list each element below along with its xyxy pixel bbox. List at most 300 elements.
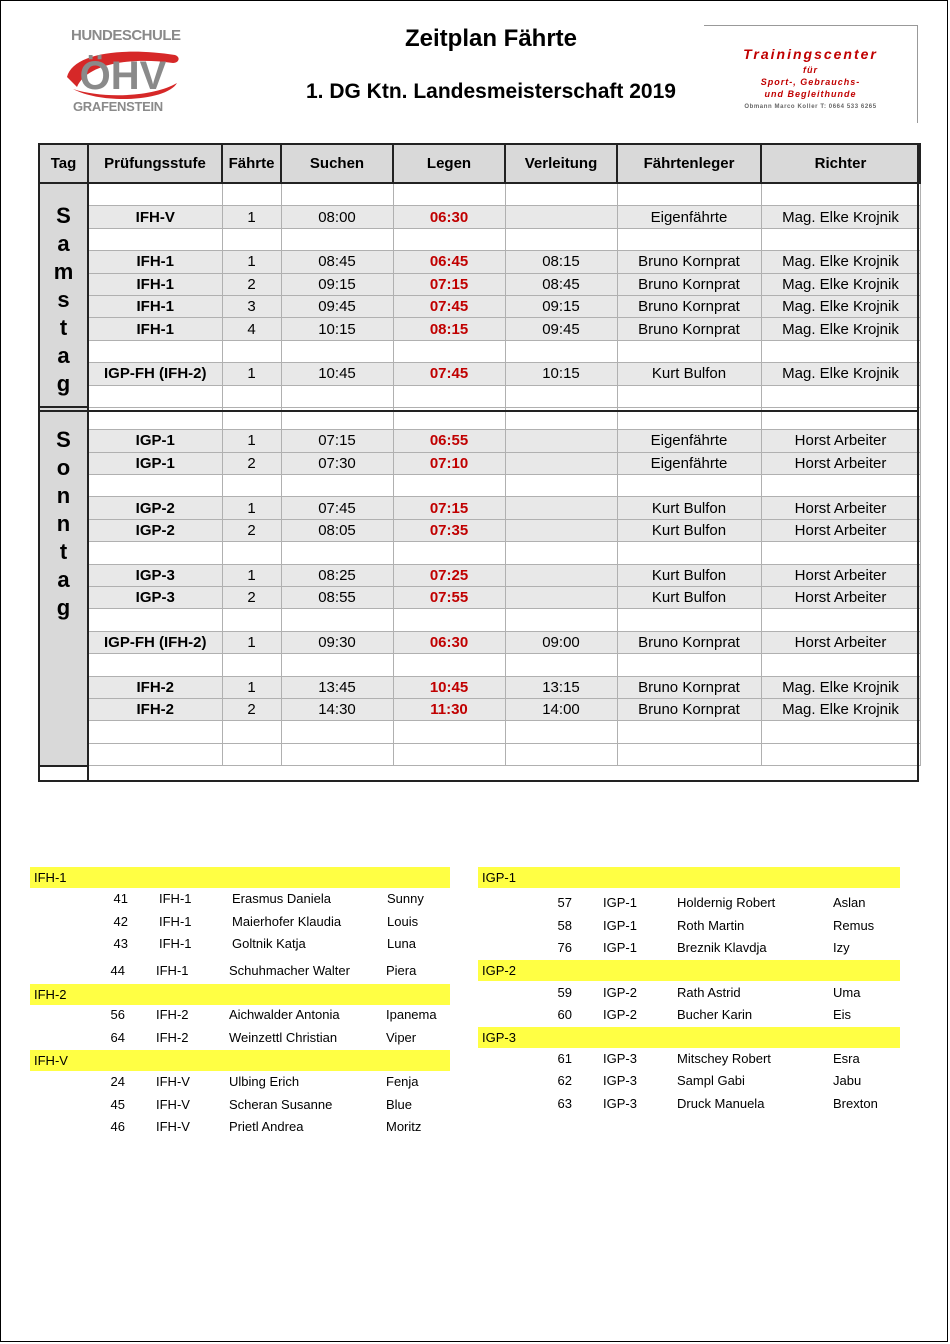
schedule-body — [39, 183, 920, 766]
participant-name: Ulbing Erich — [229, 1074, 300, 1089]
participant-dog: Louis — [387, 914, 419, 929]
participant-level: IGP-2 — [603, 985, 637, 1000]
day-letter: o — [56, 455, 71, 481]
day-letter: a — [57, 231, 70, 256]
cell-judge: Mag. Elke Krojnik — [761, 698, 920, 720]
day-letter: S — [56, 427, 71, 453]
day-column-border — [87, 181, 89, 782]
cell-track: 1 — [222, 251, 281, 273]
cell-level: IGP-2 — [88, 519, 222, 541]
cell-judge: Mag. Elke Krojnik — [761, 295, 920, 317]
day-label-sonntag — [39, 407, 88, 765]
schedule-row — [39, 564, 920, 586]
cell-search: 08:45 — [281, 251, 393, 273]
cell-track: 2 — [222, 452, 281, 474]
day-letter: g — [56, 371, 71, 396]
cell-layer: Kurt Bulfon — [617, 587, 761, 609]
participant-dog: Esra — [833, 1051, 860, 1066]
cell-diversion — [505, 385, 617, 407]
cell-track: 4 — [222, 318, 281, 340]
participant-dog: Sunny — [387, 891, 424, 906]
col-header-legen: Legen — [393, 144, 505, 183]
cell-search: 09:45 — [281, 295, 393, 317]
cell-layer — [617, 721, 761, 743]
day-letter: m — [53, 259, 74, 284]
cell-level — [88, 721, 222, 743]
schedule-row — [39, 273, 920, 295]
cell-search: 07:45 — [281, 497, 393, 519]
logo-sport: Sport-, Gebrauchs- — [760, 77, 861, 87]
cell-track — [222, 385, 281, 407]
participant-no: 45 — [110, 1097, 125, 1112]
cell-level: IGP-2 — [88, 497, 222, 519]
cell-track: 2 — [222, 587, 281, 609]
cell-diversion: 09:00 — [505, 631, 617, 653]
schedule-row — [39, 676, 920, 698]
cell-level: IFH-1 — [88, 251, 222, 273]
col-header-pruefungsstufe: Prüfungsstufe — [88, 144, 222, 183]
cell-layer: Eigenfährte — [617, 206, 761, 228]
cell-lay — [393, 183, 505, 206]
cell-layer: Kurt Bulfon — [617, 497, 761, 519]
participant-level: IFH-V — [156, 1119, 190, 1134]
cell-diversion: 14:00 — [505, 698, 617, 720]
cell-track: 1 — [222, 363, 281, 385]
page-title: Zeitplan Fährte — [404, 25, 578, 52]
cell-diversion: 08:45 — [505, 273, 617, 295]
cell-search — [281, 228, 393, 250]
cell-search: 09:30 — [281, 631, 393, 653]
schedule-empty-row — [39, 743, 920, 765]
participant-dog: Jabu — [833, 1073, 862, 1088]
schedule-row — [39, 698, 920, 720]
participant-no: 43 — [113, 936, 128, 951]
cell-level: IGP-FH (IFH-2) — [88, 363, 222, 385]
schedule-row — [39, 587, 920, 609]
day-letter: n — [56, 483, 71, 509]
participant-name: Rath Astrid — [677, 985, 741, 1000]
cell-level — [88, 228, 222, 250]
day-separator — [38, 410, 919, 412]
day-letter: g — [56, 595, 71, 621]
page-subtitle: 1. DG Ktn. Landesmeisterschaft 2019 — [306, 80, 676, 103]
cell-lay — [393, 340, 505, 362]
cell-layer — [617, 475, 761, 497]
cell-track — [222, 654, 281, 676]
participant-name: Weinzettl Christian — [229, 1030, 338, 1045]
participant-dog: Fenja — [386, 1074, 419, 1089]
cell-judge — [761, 654, 920, 676]
schedule-row — [39, 206, 920, 228]
cell-judge — [761, 542, 920, 564]
cell-level: IFH-2 — [88, 676, 222, 698]
schedule-row — [39, 318, 920, 340]
cell-layer: Eigenfährte — [617, 430, 761, 452]
group-heading: IGP-3 — [478, 1027, 900, 1048]
schedule-empty-row — [39, 542, 920, 564]
trainingscenter-logo — [704, 25, 918, 123]
cell-track — [222, 542, 281, 564]
cell-layer: Kurt Bulfon — [617, 363, 761, 385]
participant-dog: Aslan — [833, 895, 866, 910]
participant-dog: Ipanema — [386, 1007, 437, 1022]
cell-search — [281, 385, 393, 407]
participant-level: IFH-1 — [156, 963, 189, 978]
cell-diversion — [505, 183, 617, 206]
participant-level: IGP-3 — [603, 1073, 637, 1088]
participant-no: 60 — [557, 1007, 572, 1022]
cell-level: IFH-2 — [88, 698, 222, 720]
cell-diversion — [505, 497, 617, 519]
cell-lay: 11:30 — [393, 698, 505, 720]
participant-level: IGP-3 — [603, 1051, 637, 1066]
participant-no: 59 — [557, 985, 572, 1000]
participant-dog: Izy — [833, 940, 850, 955]
cell-level — [88, 475, 222, 497]
participant-no: 62 — [557, 1073, 572, 1088]
participant-dog: Blue — [386, 1097, 413, 1112]
cell-diversion — [505, 743, 617, 765]
day-letter: s — [57, 287, 70, 312]
participant-level: IFH-1 — [159, 936, 192, 951]
schedule-empty-row — [39, 654, 920, 676]
cell-judge: Horst Arbeiter — [761, 631, 920, 653]
oehv-logo-icon — [63, 43, 183, 103]
cell-lay: 07:15 — [393, 273, 505, 295]
participant-name: Schuhmacher Walter — [229, 963, 350, 978]
participant-name: Aichwalder Antonia — [229, 1007, 340, 1022]
cell-layer: Eigenfährte — [617, 452, 761, 474]
participant-no: 56 — [110, 1007, 125, 1022]
participant-name: Goltnik Katja — [232, 936, 306, 951]
participant-dog: Luna — [387, 936, 416, 951]
schedule-row — [39, 497, 920, 519]
logo-fuer: für — [803, 65, 818, 75]
cell-track: 1 — [222, 206, 281, 228]
cell-level — [88, 385, 222, 407]
cell-search: 07:15 — [281, 430, 393, 452]
cell-layer: Bruno Kornprat — [617, 676, 761, 698]
cell-layer: Bruno Kornprat — [617, 698, 761, 720]
cell-search — [281, 654, 393, 676]
group-heading: IFH-1 — [30, 867, 450, 888]
cell-lay — [393, 542, 505, 564]
participant-level: IFH-2 — [156, 1030, 189, 1045]
logo-line-oehv: ÖHV — [79, 54, 167, 98]
schedule-row — [39, 519, 920, 541]
participant-no: 57 — [557, 895, 572, 910]
cell-judge — [761, 721, 920, 743]
logo-obmann: Obmann Marco Koller T: 0664 533 6265 — [744, 104, 877, 110]
schedule-empty-row — [39, 609, 920, 631]
participant-level: IGP-1 — [603, 895, 637, 910]
cell-track: 1 — [222, 430, 281, 452]
group-heading: IFH-V — [30, 1050, 450, 1071]
cell-search — [281, 542, 393, 564]
cell-track — [222, 743, 281, 765]
participant-dog: Uma — [833, 985, 861, 1000]
cell-layer: Bruno Kornprat — [617, 631, 761, 653]
day-letter: n — [56, 511, 71, 537]
cell-judge: Horst Arbeiter — [761, 452, 920, 474]
cell-level — [88, 183, 222, 206]
cell-layer — [617, 385, 761, 407]
cell-judge: Mag. Elke Krojnik — [761, 363, 920, 385]
cell-judge: Horst Arbeiter — [761, 587, 920, 609]
schedule-empty-row — [39, 721, 920, 743]
schedule-row — [39, 363, 920, 385]
cell-lay: 10:45 — [393, 676, 505, 698]
participant-no: 44 — [110, 963, 125, 978]
participant-name: Holdernig Robert — [677, 895, 776, 910]
cell-search: 08:05 — [281, 519, 393, 541]
col-header-faehrte: Fährte — [222, 144, 281, 183]
participant-no: 64 — [110, 1030, 125, 1045]
cell-track: 1 — [222, 631, 281, 653]
cell-search: 10:15 — [281, 318, 393, 340]
cell-diversion — [505, 475, 617, 497]
participant-name: Sampl Gabi — [677, 1073, 745, 1088]
cell-search — [281, 609, 393, 631]
cell-diversion — [505, 654, 617, 676]
cell-diversion: 08:15 — [505, 251, 617, 273]
col-header-tag: Tag — [39, 144, 88, 183]
cell-judge: Horst Arbeiter — [761, 519, 920, 541]
cell-judge: Mag. Elke Krojnik — [761, 251, 920, 273]
cell-level: IFH-1 — [88, 273, 222, 295]
cell-level — [88, 542, 222, 564]
cell-diversion: 09:45 — [505, 318, 617, 340]
schedule-empty-row — [39, 385, 920, 407]
cell-lay: 06:45 — [393, 251, 505, 273]
participant-dog: Viper — [386, 1030, 417, 1045]
col-header-verleitung: Verleitung — [505, 144, 617, 183]
participant-dog: Piera — [386, 963, 417, 978]
cell-judge: Mag. Elke Krojnik — [761, 273, 920, 295]
cell-track — [222, 183, 281, 206]
cell-lay — [393, 228, 505, 250]
day-letter: S — [56, 203, 71, 228]
cell-lay: 06:55 — [393, 430, 505, 452]
day-letter: t — [59, 315, 68, 340]
participant-name: Prietl Andrea — [229, 1119, 304, 1134]
participant-no: 76 — [557, 940, 572, 955]
cell-lay — [393, 654, 505, 676]
cell-diversion — [505, 721, 617, 743]
schedule-empty-row — [39, 228, 920, 250]
cell-search: 08:00 — [281, 206, 393, 228]
cell-lay: 06:30 — [393, 631, 505, 653]
participant-name: Scheran Susanne — [229, 1097, 333, 1112]
col-header-richter: Richter — [761, 144, 920, 183]
participant-name: Roth Martin — [677, 918, 745, 933]
participant-no: 46 — [110, 1119, 125, 1134]
cell-diversion — [505, 587, 617, 609]
schedule-empty-row — [39, 340, 920, 362]
cell-diversion — [505, 452, 617, 474]
participant-name: Druck Manuela — [677, 1096, 765, 1111]
cell-level — [88, 609, 222, 631]
logo-trainingscenter: Trainingscenter — [743, 46, 878, 62]
group-heading: IGP-1 — [478, 867, 900, 888]
cell-layer — [617, 228, 761, 250]
cell-search — [281, 475, 393, 497]
cell-track — [222, 721, 281, 743]
cell-lay: 07:10 — [393, 452, 505, 474]
participant-no: 41 — [113, 891, 128, 906]
cell-diversion: 13:15 — [505, 676, 617, 698]
cell-diversion — [505, 519, 617, 541]
cell-lay — [393, 609, 505, 631]
cell-level — [88, 340, 222, 362]
cell-track — [222, 228, 281, 250]
participant-no: 58 — [557, 918, 572, 933]
cell-track — [222, 340, 281, 362]
group-heading: IGP-2 — [478, 960, 900, 981]
cell-diversion — [505, 542, 617, 564]
cell-layer — [617, 183, 761, 206]
day-letter: a — [57, 567, 70, 593]
cell-judge: Mag. Elke Krojnik — [761, 206, 920, 228]
participant-name: Breznik Klavdja — [677, 940, 767, 955]
schedule-row — [39, 452, 920, 474]
cell-diversion — [505, 609, 617, 631]
cell-lay — [393, 385, 505, 407]
cell-track: 2 — [222, 698, 281, 720]
participant-no: 61 — [557, 1051, 572, 1066]
cell-diversion — [505, 228, 617, 250]
day-label-samstag — [39, 183, 88, 407]
hundeschule-logo — [63, 27, 183, 119]
cell-track: 1 — [222, 676, 281, 698]
cell-judge: Horst Arbeiter — [761, 430, 920, 452]
cell-diversion — [505, 564, 617, 586]
cell-layer: Bruno Kornprat — [617, 251, 761, 273]
cell-lay — [393, 743, 505, 765]
schedule-header-row — [39, 144, 920, 183]
cell-lay: 07:25 — [393, 564, 505, 586]
cell-search — [281, 721, 393, 743]
participant-level: IFH-V — [156, 1097, 190, 1112]
cell-layer — [617, 654, 761, 676]
cell-layer: Kurt Bulfon — [617, 564, 761, 586]
schedule-row — [39, 430, 920, 452]
cell-layer: Bruno Kornprat — [617, 295, 761, 317]
cell-layer — [617, 542, 761, 564]
participant-no: 42 — [113, 914, 128, 929]
cell-judge — [761, 340, 920, 362]
schedule-row — [39, 631, 920, 653]
cell-lay: 07:45 — [393, 363, 505, 385]
participant-level: IGP-2 — [603, 1007, 637, 1022]
cell-judge: Horst Arbeiter — [761, 564, 920, 586]
participant-level: IGP-1 — [603, 940, 637, 955]
schedule-empty-row — [39, 475, 920, 497]
cell-diversion — [505, 430, 617, 452]
cell-lay: 07:45 — [393, 295, 505, 317]
participant-name: Erasmus Daniela — [232, 891, 331, 906]
participant-name: Maierhofer Klaudia — [232, 914, 342, 929]
cell-search: 08:25 — [281, 564, 393, 586]
cell-level: IGP-3 — [88, 564, 222, 586]
cell-level: IGP-1 — [88, 430, 222, 452]
participant-no: 63 — [557, 1096, 572, 1111]
cell-diversion — [505, 340, 617, 362]
cell-layer — [617, 743, 761, 765]
participant-level: IFH-V — [156, 1074, 190, 1089]
cell-track: 3 — [222, 295, 281, 317]
cell-track: 2 — [222, 519, 281, 541]
day-letter: a — [57, 343, 70, 368]
participant-level: IFH-1 — [159, 891, 192, 906]
cell-judge — [761, 609, 920, 631]
participant-level: IGP-1 — [603, 918, 637, 933]
cell-lay: 07:55 — [393, 587, 505, 609]
col-header-faehrtenleger: Fährtenleger — [617, 144, 761, 183]
schedule-row — [39, 295, 920, 317]
cell-lay: 07:35 — [393, 519, 505, 541]
cell-level: IFH-V — [88, 206, 222, 228]
cell-layer — [617, 609, 761, 631]
day-letter: t — [59, 539, 68, 565]
cell-judge: Mag. Elke Krojnik — [761, 318, 920, 340]
cell-diversion — [505, 206, 617, 228]
cell-lay: 08:15 — [393, 318, 505, 340]
cell-level: IGP-FH (IFH-2) — [88, 631, 222, 653]
cell-lay — [393, 475, 505, 497]
cell-diversion: 10:15 — [505, 363, 617, 385]
col-header-suchen: Suchen — [281, 144, 393, 183]
cell-level — [88, 654, 222, 676]
cell-search — [281, 340, 393, 362]
cell-level: IFH-1 — [88, 295, 222, 317]
participant-level: IFH-1 — [159, 914, 192, 929]
cell-judge — [761, 385, 920, 407]
cell-track — [222, 609, 281, 631]
cell-level: IFH-1 — [88, 318, 222, 340]
cell-judge — [761, 475, 920, 497]
participant-dog: Eis — [833, 1007, 852, 1022]
cell-level: IGP-1 — [88, 452, 222, 474]
cell-track: 1 — [222, 564, 281, 586]
cell-search: 14:30 — [281, 698, 393, 720]
cell-judge — [761, 183, 920, 206]
cell-search: 13:45 — [281, 676, 393, 698]
participant-dog: Remus — [833, 918, 875, 933]
cell-judge: Horst Arbeiter — [761, 497, 920, 519]
participant-level: IGP-3 — [603, 1096, 637, 1111]
cell-level — [88, 743, 222, 765]
cell-lay — [393, 721, 505, 743]
cell-search: 10:45 — [281, 363, 393, 385]
cell-diversion: 09:15 — [505, 295, 617, 317]
cell-lay: 07:15 — [393, 497, 505, 519]
participant-dog: Brexton — [833, 1096, 878, 1111]
participant-name: Mitschey Robert — [677, 1051, 771, 1066]
cell-lay: 06:30 — [393, 206, 505, 228]
participant-name: Bucher Karin — [677, 1007, 753, 1022]
cell-search: 08:55 — [281, 587, 393, 609]
cell-layer: Bruno Kornprat — [617, 273, 761, 295]
cell-track — [222, 475, 281, 497]
logo-line-hundeschule: HUNDESCHULE — [71, 27, 181, 44]
cell-judge: Mag. Elke Krojnik — [761, 676, 920, 698]
logo-begleithunde: und Begleithunde — [764, 89, 857, 99]
group-heading: IFH-2 — [30, 984, 450, 1005]
cell-layer: Bruno Kornprat — [617, 318, 761, 340]
cell-judge — [761, 228, 920, 250]
cell-track: 1 — [222, 497, 281, 519]
